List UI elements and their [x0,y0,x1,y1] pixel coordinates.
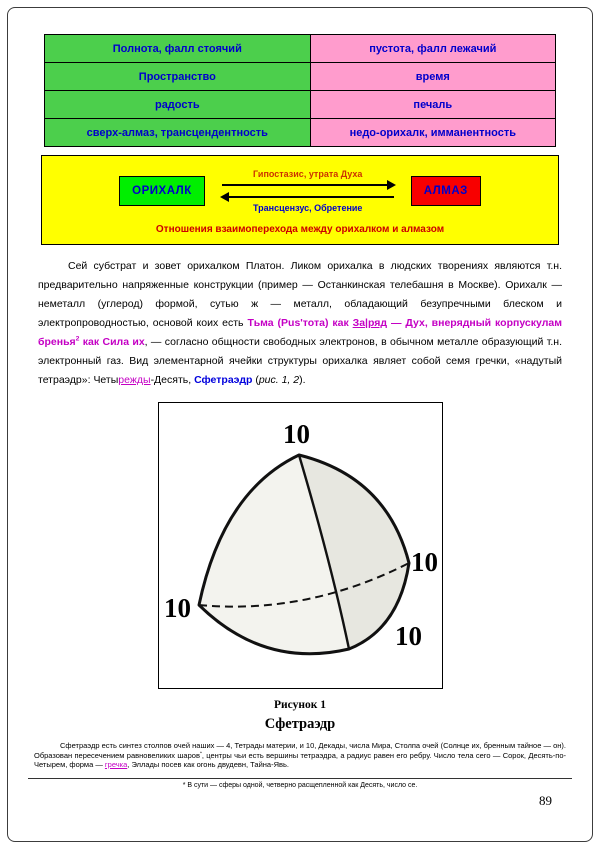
footnote: * В сути — сферы одной, четверно расщепленной как Десять, число се. [182,781,418,789]
bottom-arrow-label: Трансцензус, Обретение [253,203,363,213]
diamond-box: АЛМАЗ [411,176,481,206]
arrow-left-icon [222,196,394,198]
body-paragraph: Сей субстрат и зовет орихалком Платон. Ликом орихалка в людских творениях являются т.н. предварительно напряженные конструкции (пример — Останкинская телебашня в Москве). Орихалк — неметалл (углерод) формой, сутью ж — металл, обладающий безупречными блеском и электропроводностью, основой коих есть Тьма (Pus'тота) как За|ряд — Дух, внерядный корпускулам бренья$^2$ как Сила их, — согласно общности свободных электронов, в обычном металле образующий т.н. электронный газ. Вид элементарной ячейки структуры орихалка являет собой семя гречки, «надутый тетраэдр»: Четырежды-Десять, Сфетраэдр (рис. 1, 2). [38,260,562,386]
table-cell-left: Полнота, фалл стоячий [45,35,311,63]
diagram-caption: Отношения взаимоперехода между орихалком и алмазом [155,224,445,235]
page-number: 89 [539,792,552,808]
table-cell-left: радость [45,91,311,119]
table-row [45,91,556,119]
table-cell-left: сверх-алмаз, трансцендентность [45,119,311,147]
table-row [45,63,556,91]
diagram-arrows-area [217,169,399,213]
figure-label-right: 10 [410,547,438,577]
arrow-right-icon [222,184,394,186]
diagram-row [42,169,558,213]
comparison-table [44,34,556,147]
figure-caption-number: Рисунок 1 [274,699,326,711]
figure-caption-title: Сфетраэдр [264,716,336,732]
figure-label-left: 10 [163,593,191,623]
figure-label-bottom: 10 [394,621,422,651]
table-cell-right: печаль [310,91,555,119]
orichalc-box: ОРИХАЛК [119,176,205,206]
table-cell-right: время [310,63,555,91]
smallprint-paragraph: Сфетраэдр есть синтез столпов очей наших — 4, Тетрады материи, и 10, Декады, числа Мира, Столпа очей (Солнце их, бренным тайное — он). Образован пересечением равновеликих шаров*, центры чьи есть вершины тетраэдра, а радиус равен его ребру. Число тела сего — Сорок, Десять-по-Четырем, форма — гречка, Эллады посев как огонь двудевн, Тайна-Явь. [34,741,566,769]
table-cell-right: недо-орихалк, имманентность [310,119,555,147]
footnote-rule [28,778,572,779]
tetrahedron-figure [159,403,442,688]
figure-box [158,402,443,689]
top-arrow-label: Гипостазис, утрата Духа [253,169,363,179]
transition-diagram-panel [41,155,559,245]
figure-label-top: 10 [282,419,310,449]
table-row [45,35,556,63]
table-cell-right: пустота, фалл лежачий [310,35,555,63]
table-row [45,119,556,147]
table-cell-left: Пространство [45,63,311,91]
